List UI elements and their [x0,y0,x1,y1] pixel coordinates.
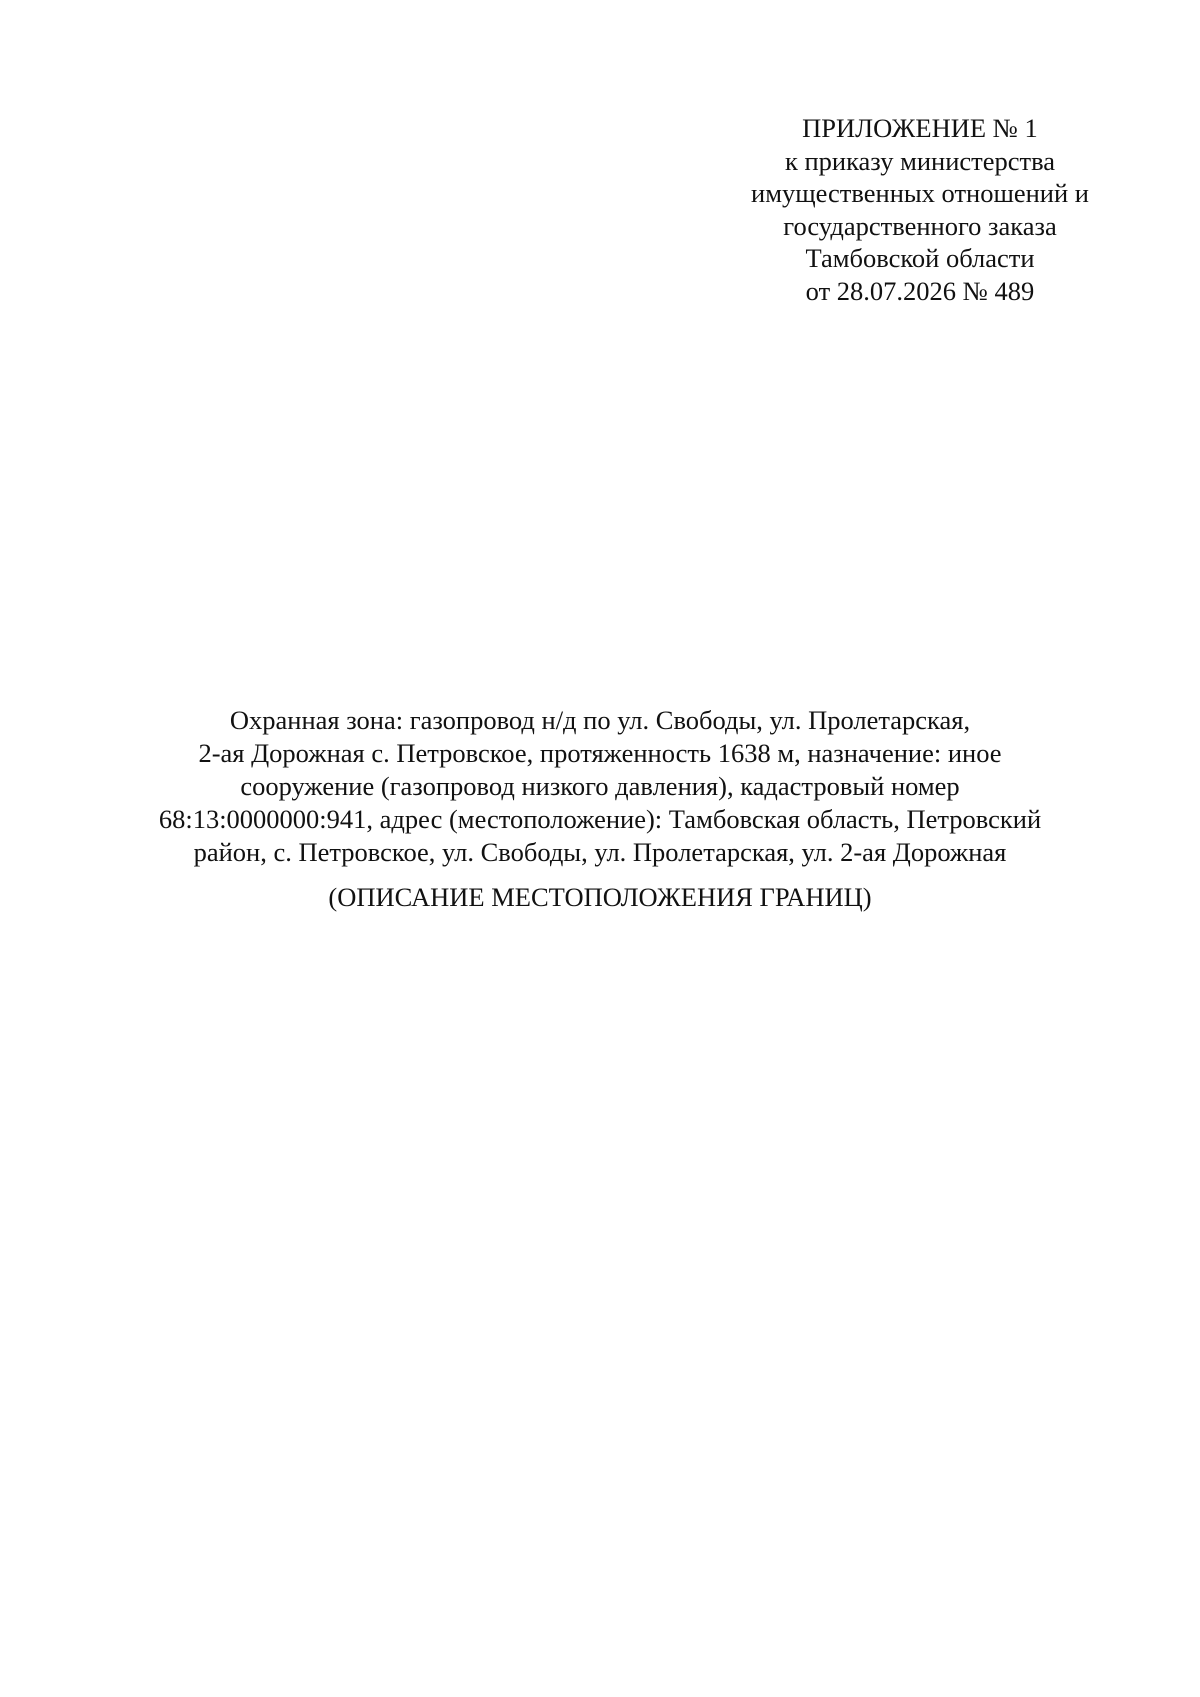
appendix-order-date-number: от 28.07.2026 № 489 [805,275,1035,306]
document-subtitle: (ОПИСАНИЕ МЕСТОПОЛОЖЕНИЯ ГРАНИЦ) [328,882,872,912]
title-line: район, с. Петровское, ул. Свободы, ул. Пролетарская, ул. 2-ая Дорожная [193,837,1007,867]
appendix-ministry-line-1: имущественных отношений и [751,178,1089,208]
appendix-header [700,112,1140,307]
appendix-region: Тамбовской области [805,243,1035,273]
document-title [60,704,1140,869]
appendix-ministry-line-2: государственного заказа [783,210,1057,241]
title-line: 68:13:0000000:941, адрес (местоположение): Тамбовская область, Петровский [158,804,1042,834]
title-line: 2-ая Дорожная с. Петровское, протяженность 1638 м, назначение: иное [198,738,1002,768]
title-line: Охранная зона: газопровод н/д по ул. Свободы, ул. Пролетарская, [229,705,971,735]
appendix-order-reference: к приказу министерства [784,145,1056,176]
title-line: сооружение (газопровод низкого давления), кадастровый номер [240,771,960,801]
appendix-number: ПРИЛОЖЕНИЕ № 1 [802,113,1038,143]
